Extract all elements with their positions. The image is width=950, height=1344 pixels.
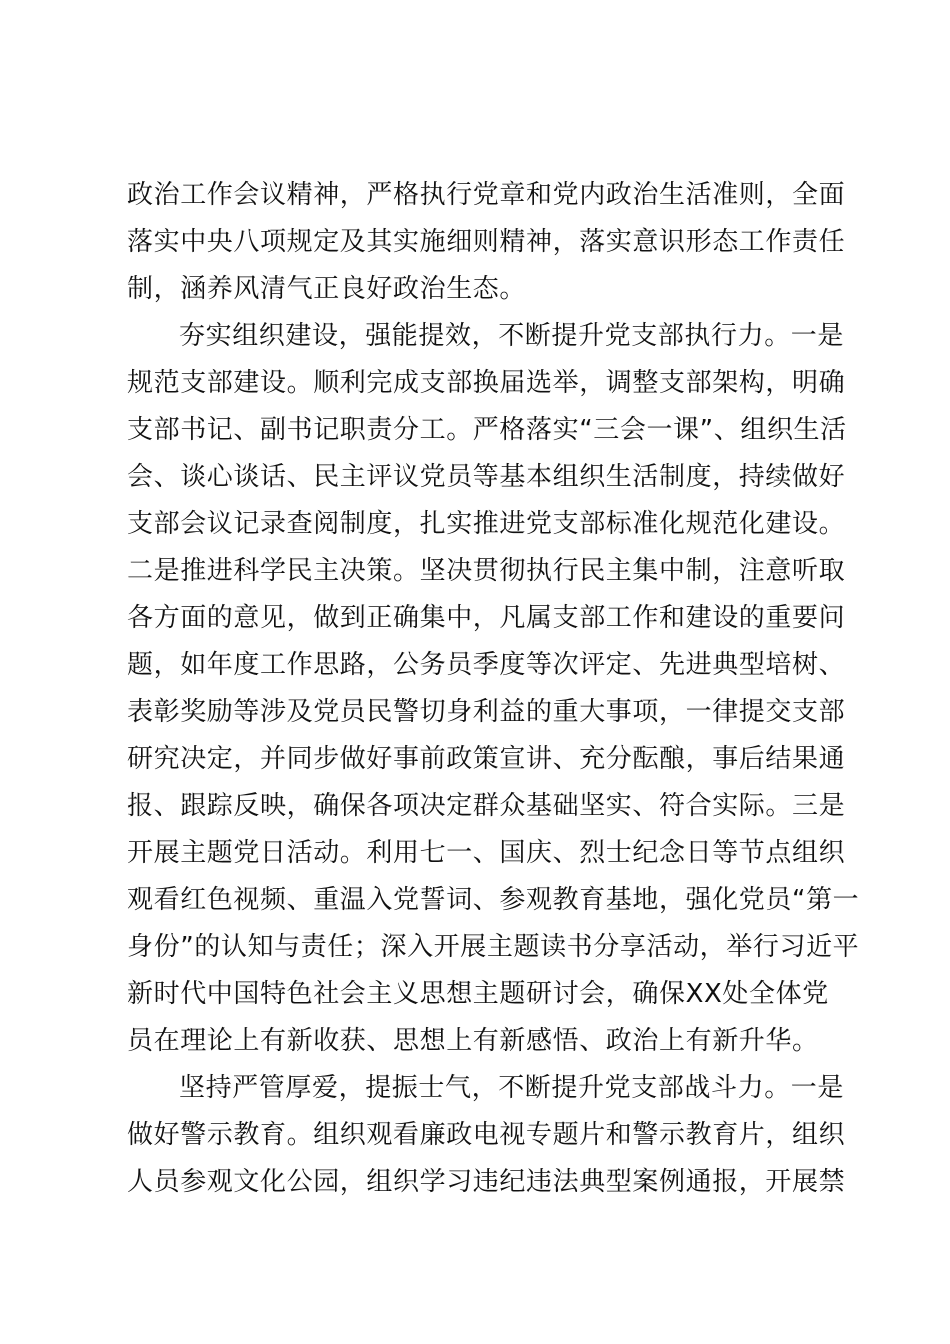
text-line: 报、跟踪反映，确保各项决定群众基础坚实、符合实际。三是 <box>127 791 846 821</box>
text-line: 员在理论上有新收获、思想上有新感悟、政治上有新升华。 <box>127 1026 819 1056</box>
text-line: 支部书记、副书记职责分工。严格落实“三会一课”、组织生活 <box>127 415 847 445</box>
text-line: 落实中央八项规定及其实施细则精神，落实意识形态工作责任 <box>127 227 846 257</box>
text-line: 政治工作会议精神，严格执行党章和党内政治生活准则，全面 <box>127 180 846 210</box>
text-line: 开展主题党日活动。利用七一、国庆、烈士纪念日等节点组织 <box>127 838 846 868</box>
paragraph-start-line: 夯实组织建设，强能提效，不断提升党支部执行力。一是 <box>179 321 845 351</box>
paragraph-start-line: 坚持严管厚爱，提振士气，不断提升党支部战斗力。一是 <box>179 1073 845 1103</box>
text-line: 身份”的认知与责任；深入开展主题读书分享活动，举行习近平 <box>127 932 860 962</box>
text-line: 二是推进科学民主决策。坚决贯彻执行民主集中制，注意听取 <box>127 556 846 586</box>
text-line: 表彰奖励等涉及党员民警切身利益的重大事项，一律提交支部 <box>127 697 846 727</box>
text-line: 各方面的意见，做到正确集中，凡属支部工作和建设的重要问 <box>127 603 846 633</box>
text-line: 新时代中国特色社会主义思想主题研讨会，确保XX处全体党 <box>127 979 829 1009</box>
text-line: 制，涵养风清气正良好政治生态。 <box>127 274 527 304</box>
text-line: 会、谈心谈话、民主评议党员等基本组织生活制度，持续做好 <box>127 462 846 492</box>
text-line: 规范支部建设。顺利完成支部换届选举，调整支部架构，明确 <box>127 368 846 398</box>
text-line: 人员参观文化公园，组织学习违纪违法典型案例通报，开展禁 <box>127 1167 846 1197</box>
text-line: 观看红色视频、重温入党誓词、参观教育基地，强化党员“第一 <box>127 885 860 915</box>
document-body <box>127 172 860 1206</box>
text-line: 研究决定，并同步做好事前政策宣讲、充分酝酿，事后结果通 <box>127 744 846 774</box>
text-line: 支部会议记录查阅制度，扎实推进党支部标准化规范化建设。 <box>127 509 846 539</box>
text-line: 做好警示教育。组织观看廉政电视专题片和警示教育片，组织 <box>127 1120 846 1150</box>
text-line: 题，如年度工作思路，公务员季度等次评定、先进典型培树、 <box>127 650 846 680</box>
